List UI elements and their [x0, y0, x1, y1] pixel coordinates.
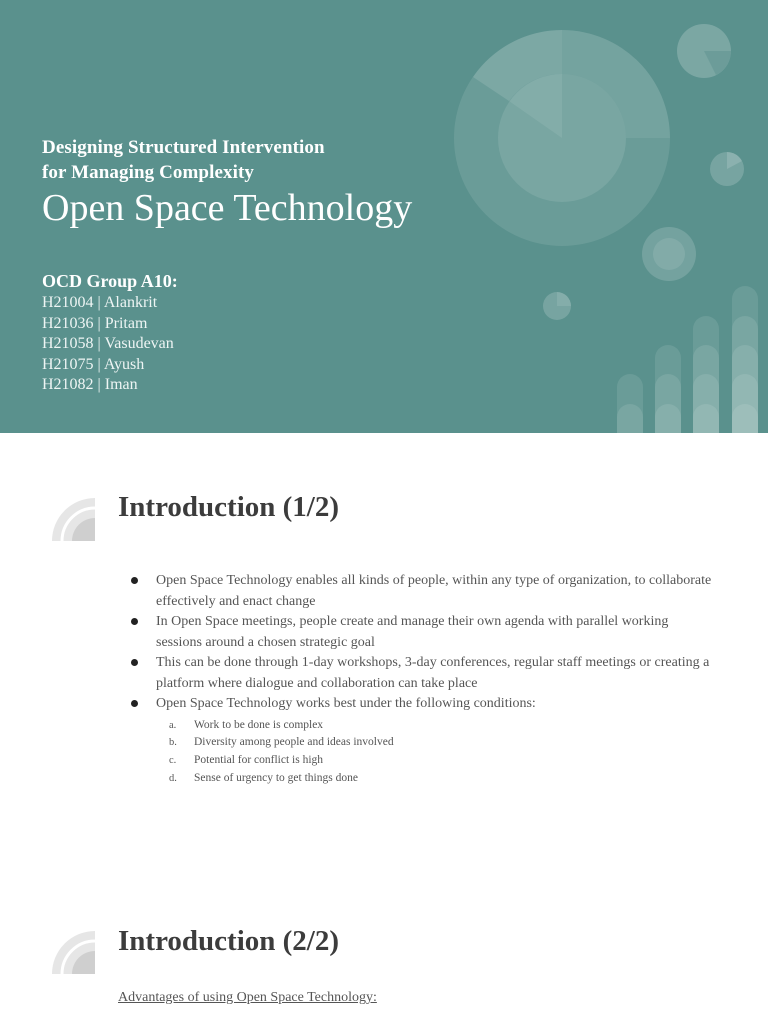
- condition-text: Sense of urgency to get things done: [194, 771, 358, 784]
- donut-chart-decoration: [454, 30, 670, 246]
- condition-letter: c.: [169, 755, 177, 767]
- group-heading: OCD Group A10:: [42, 271, 178, 291]
- pie-decoration-small: [710, 152, 744, 186]
- bullet-dot-icon: [131, 618, 138, 625]
- advantages-heading: Advantages of using Open Space Technology:: [118, 990, 377, 1005]
- ring-decoration: [642, 227, 696, 281]
- member-item: H21058 | Vasudevan: [42, 335, 174, 352]
- subtitle-line-1: Designing Structured Intervention: [42, 137, 325, 158]
- condition-item: [156, 734, 716, 752]
- member-item: H21036 | Pritam: [42, 314, 148, 332]
- slide-heading: Introduction (2/2): [118, 925, 340, 957]
- condition-letter: a.: [169, 719, 177, 731]
- member-item: H21075 | Ayush: [42, 355, 145, 373]
- bullet-text: Open Space Technology enables all kinds of people, within any type of organization, to collaborate effectively and enact change: [156, 573, 712, 609]
- bar-decoration: [617, 286, 758, 433]
- intro-slide-1: [0, 433, 768, 865]
- condition-letter: b.: [169, 737, 177, 749]
- condition-item: [156, 770, 716, 788]
- subtitle-line-2: for Managing Complexity: [42, 162, 254, 183]
- presentation-title: Open Space Technology: [42, 187, 413, 229]
- bullet-list: [156, 571, 716, 788]
- bullet-dot-icon: [131, 659, 138, 666]
- bullet-dot-icon: [131, 577, 138, 584]
- condition-letter: d.: [169, 772, 177, 784]
- bullet-text: This can be done through 1-day workshops, 3-day conferences, regular staff meetings or creating a platform where dialogue and collaboration can take place: [156, 655, 710, 691]
- bullet-text: Open Space Technology works best under the following conditions:: [156, 696, 536, 711]
- condition-item: [156, 752, 716, 770]
- intro-slide-2: [0, 865, 768, 1024]
- corner-decoration: [52, 931, 96, 975]
- condition-text: Diversity among people and ideas involved: [194, 736, 394, 749]
- member-item: H21082 | Iman: [42, 376, 138, 393]
- conditions-list: [156, 717, 716, 788]
- condition-text: Potential for conflict is high: [194, 754, 324, 767]
- bullet-item: [156, 694, 716, 788]
- member-list: [42, 293, 174, 396]
- corner-decoration: [52, 498, 96, 542]
- member-item: H21004 | Alankrit: [42, 294, 158, 311]
- bullet-dot-icon: [131, 700, 138, 707]
- condition-item: [156, 717, 716, 735]
- condition-text: Work to be done is complex: [194, 718, 324, 731]
- pie-decoration-top: [677, 24, 731, 78]
- title-slide: [0, 0, 768, 433]
- bullet-item: [156, 612, 716, 653]
- slide-heading: Introduction (1/2): [118, 491, 340, 523]
- bullet-item: [156, 571, 716, 612]
- bullet-text: In Open Space meetings, people create and manage their own agenda with parallel working sessions around a chosen strategic goal: [156, 614, 669, 650]
- dot-decoration: [543, 292, 571, 320]
- bullet-item: [156, 653, 716, 694]
